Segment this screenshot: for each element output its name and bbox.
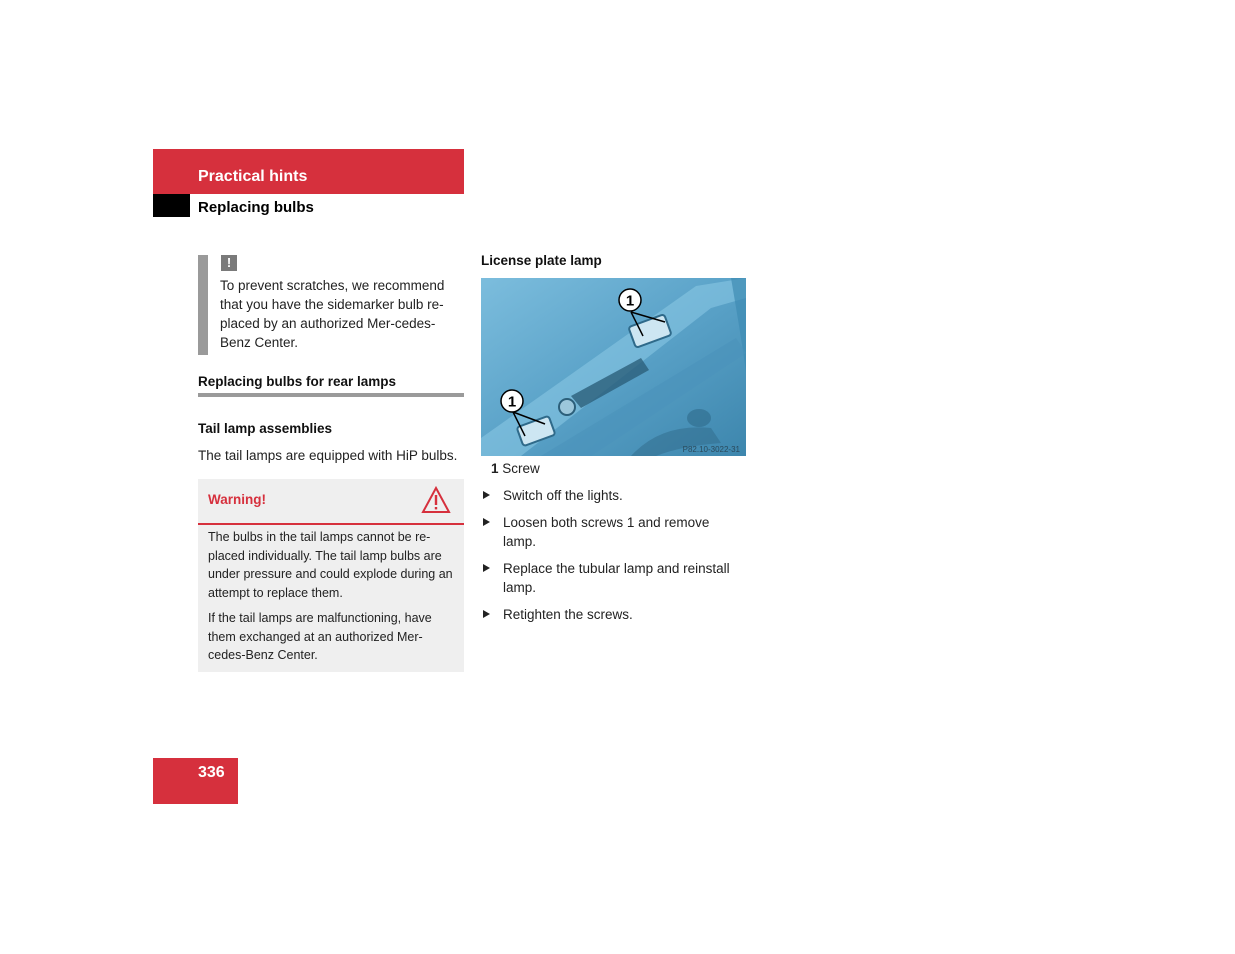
tail-lamp-heading: Tail lamp assemblies — [198, 421, 333, 436]
list-item: Retighten the screws. — [481, 605, 746, 624]
bullet-arrow-icon — [483, 610, 490, 618]
warning-text — [208, 528, 458, 672]
exclamation-icon: ! — [221, 255, 237, 271]
image-caption — [491, 461, 540, 476]
caption-text: Screw — [502, 461, 540, 476]
list-item: Replace the tubular lamp and reinstall lamp. — [481, 559, 746, 597]
warning-paragraph-1: The bulbs in the tail lamps cannot be re-placed individually. The tail lamp bulbs are under pressure and could explode during an attempt to replace them. — [208, 530, 453, 600]
license-plate-heading: License plate lamp — [481, 253, 602, 268]
header-marker — [153, 194, 190, 217]
subsection-title: Replacing bulbs — [198, 199, 314, 216]
page-number-box — [153, 758, 238, 804]
steps-list — [481, 486, 746, 632]
tail-lamp-text: The tail lamps are equipped with HiP bulbs. — [198, 448, 458, 463]
bullet-arrow-icon — [483, 564, 490, 572]
section-divider — [198, 393, 464, 397]
bullet-arrow-icon — [483, 518, 490, 526]
caption-number: 1 — [491, 461, 499, 476]
warning-paragraph-2: If the tail lamps are malfunctioning, have them exchanged at an authorized Mer-cedes-Benz Center. — [208, 611, 432, 662]
image-code: P82.10-3022-31 — [682, 445, 740, 454]
bullet-arrow-icon — [483, 491, 490, 499]
section-title: Practical hints — [198, 168, 308, 185]
license-plate-lamp-photo — [481, 278, 746, 456]
note-bar — [198, 255, 208, 355]
warning-triangle-icon — [421, 486, 451, 514]
callout-number: 1 — [507, 393, 517, 411]
list-item: Loosen both screws 1 and remove lamp. — [481, 513, 746, 551]
page-number: 336 — [198, 764, 225, 781]
warning-label: Warning! — [208, 492, 266, 507]
list-item: Switch off the lights. — [481, 486, 746, 505]
callout-number: 1 — [625, 292, 635, 310]
note-text: To prevent scratches, we recommend that you have the sidemarker bulb re-placed by an authorized Mer-cedes-Benz Center. — [220, 278, 445, 350]
rear-lamps-heading: Replacing bulbs for rear lamps — [198, 374, 397, 389]
